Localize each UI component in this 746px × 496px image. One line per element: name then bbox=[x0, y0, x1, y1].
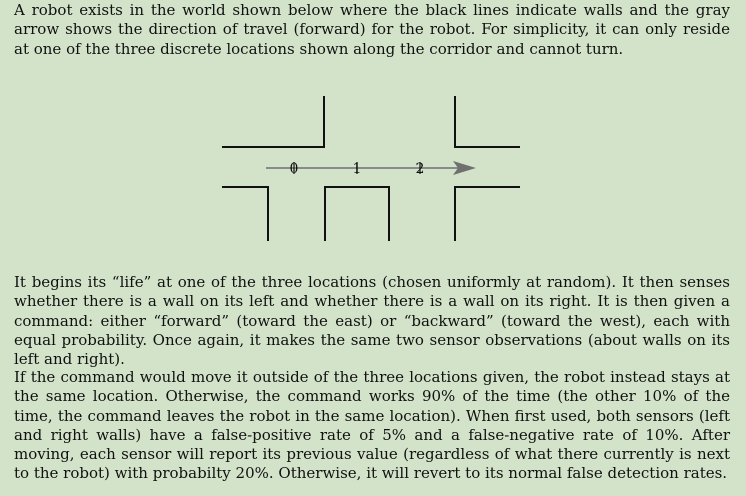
rules-paragraph: If the command would move it outside of the three locations given, the robot instead stays at the same location. Otherwise, the command works 90% of the time (the other 10% of the time, the command leaves the robot in the same location). When first used, both sensors (left and right walls) have a false-positive rate of 5% and a false-negative rate of 10%. After moving, each sensor will report its previous value (regardless of what there currently is next to the robot) with probabilty 20%. Otherwise, it will revert to its normal false detection rates. bbox=[14, 368, 730, 483]
wall-top-right bbox=[455, 96, 520, 147]
location-label-2: 2 bbox=[415, 161, 425, 177]
wall-bottom-right bbox=[455, 187, 520, 241]
intro-paragraph: A robot exists in the world shown below where the black lines indicate walls and the gray arrow shows the direction of travel (forward) for the robot. For simplicity, it can only reside at one of the three discrete locations shown along the corridor and cannot turn. bbox=[14, 1, 730, 58]
location-labels bbox=[290, 161, 425, 177]
process-paragraph: It begins its “life” at one of the three locations (chosen uniformly at random). It then senses whether there is a wall on its left and whether there is a wall on its right. It is then given a command: either “forward” (toward the east) or “backward” (toward the west), each with equal probability. Once again, it makes the same two sensor observations (about walls on its left and right). bbox=[14, 273, 730, 369]
wall-top-left bbox=[222, 96, 324, 147]
wall-bottom-middle bbox=[325, 187, 389, 241]
location-label-1: 1 bbox=[352, 161, 362, 177]
wall-bottom-left bbox=[222, 187, 268, 241]
location-label-0: 0 bbox=[289, 161, 299, 177]
